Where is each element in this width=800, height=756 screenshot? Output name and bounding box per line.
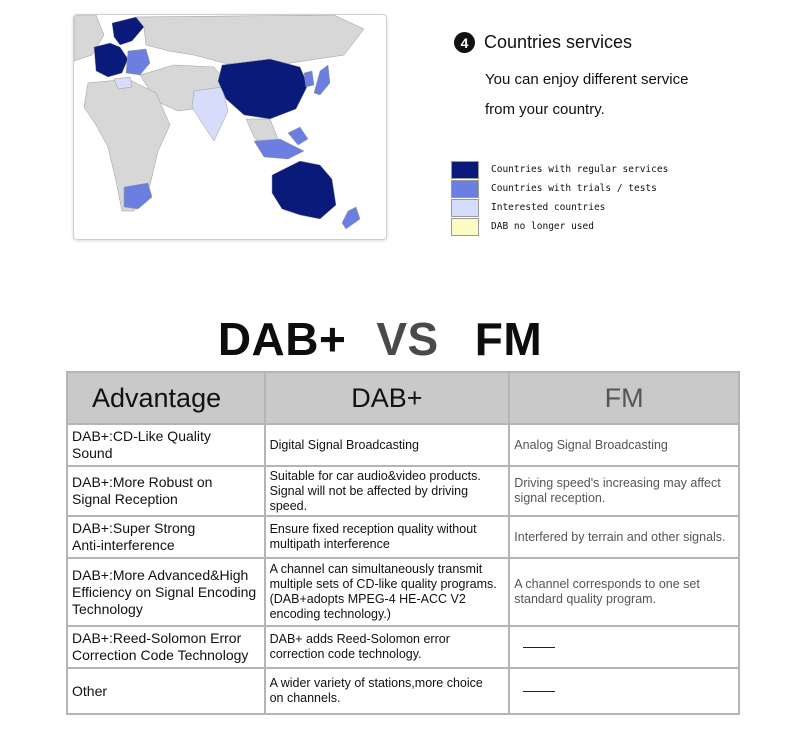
section-title [454,32,632,53]
dash-placeholder [523,647,555,648]
cell-dab: Ensure fixed reception quality without multipath interference [265,516,510,558]
dash-placeholder [523,691,555,692]
cell-dab: Suitable for car audio&video products. Signal will not be affected by driving speed. [265,466,510,516]
header-advantage: Advantage [67,372,265,424]
legend-item [451,217,668,236]
headline-dab: DAB+ [217,313,347,365]
legend-label: Countries with regular services [491,164,669,175]
cell-advantage: DAB+:More Advanced&High Efficiency on Signal Encoding Technology [67,558,265,626]
legend-swatch [451,199,479,217]
cell-advantage: DAB+:More Robust on Signal Reception [67,466,265,516]
headline-fm: FM [474,313,543,365]
cell-advantage: DAB+:CD-Like Quality Sound [67,424,265,466]
cell-advantage: Other [67,668,265,714]
cell-fm: A channel corresponds to one set standard quality program. [509,558,739,626]
cell-fm-empty [509,668,739,714]
cell-advantage: DAB+:Super Strong Anti-interference [67,516,265,558]
table-row [67,626,739,668]
cell-dab: A channel can simultaneously transmit multiple sets of CD-like quality programs. (DAB+adopts MPEG-4 HE-ACC V2 encoding technology.) [265,558,510,626]
legend-item [451,179,668,198]
cell-fm: Analog Signal Broadcasting [509,424,739,466]
headline-vs: VS [376,313,439,365]
cell-fm: Interfered by terrain and other signals. [509,516,739,558]
header-fm: FM [509,372,739,424]
legend-swatch [451,180,479,198]
comparison-headline [0,312,760,366]
table-row [67,424,739,466]
legend-item [451,160,668,179]
cell-dab: Digital Signal Broadcasting [265,424,510,466]
world-map [73,14,387,240]
legend-swatch [451,218,479,236]
table-row [67,558,739,626]
table-row [67,466,739,516]
cell-fm-empty [509,626,739,668]
cell-advantage: DAB+:Reed-Solomon Error Correction Code Technology [67,626,265,668]
cell-dab: A wider variety of stations,more choice on channels. [265,668,510,714]
section-description-line2: from your country. [485,101,605,118]
legend-label: Countries with trials / tests [491,183,657,194]
section-number-badge: 4 [454,32,475,53]
comparison-table [66,371,740,715]
cell-dab: DAB+ adds Reed-Solomon error correction code technology. [265,626,510,668]
table-header-row [67,372,739,424]
world-map-graphic [74,15,386,239]
legend-swatch [451,161,479,179]
cell-fm: Driving speed's increasing may affect signal reception. [509,466,739,516]
map-legend [451,160,668,236]
section-title-text: Countries services [484,32,633,52]
section-description-line1: You can enjoy different service [485,71,689,88]
header-dab: DAB+ [265,372,510,424]
legend-label: DAB no longer used [491,221,594,232]
legend-item [451,198,668,217]
table-row [67,516,739,558]
table-row [67,668,739,714]
legend-label: Interested countries [491,202,606,213]
